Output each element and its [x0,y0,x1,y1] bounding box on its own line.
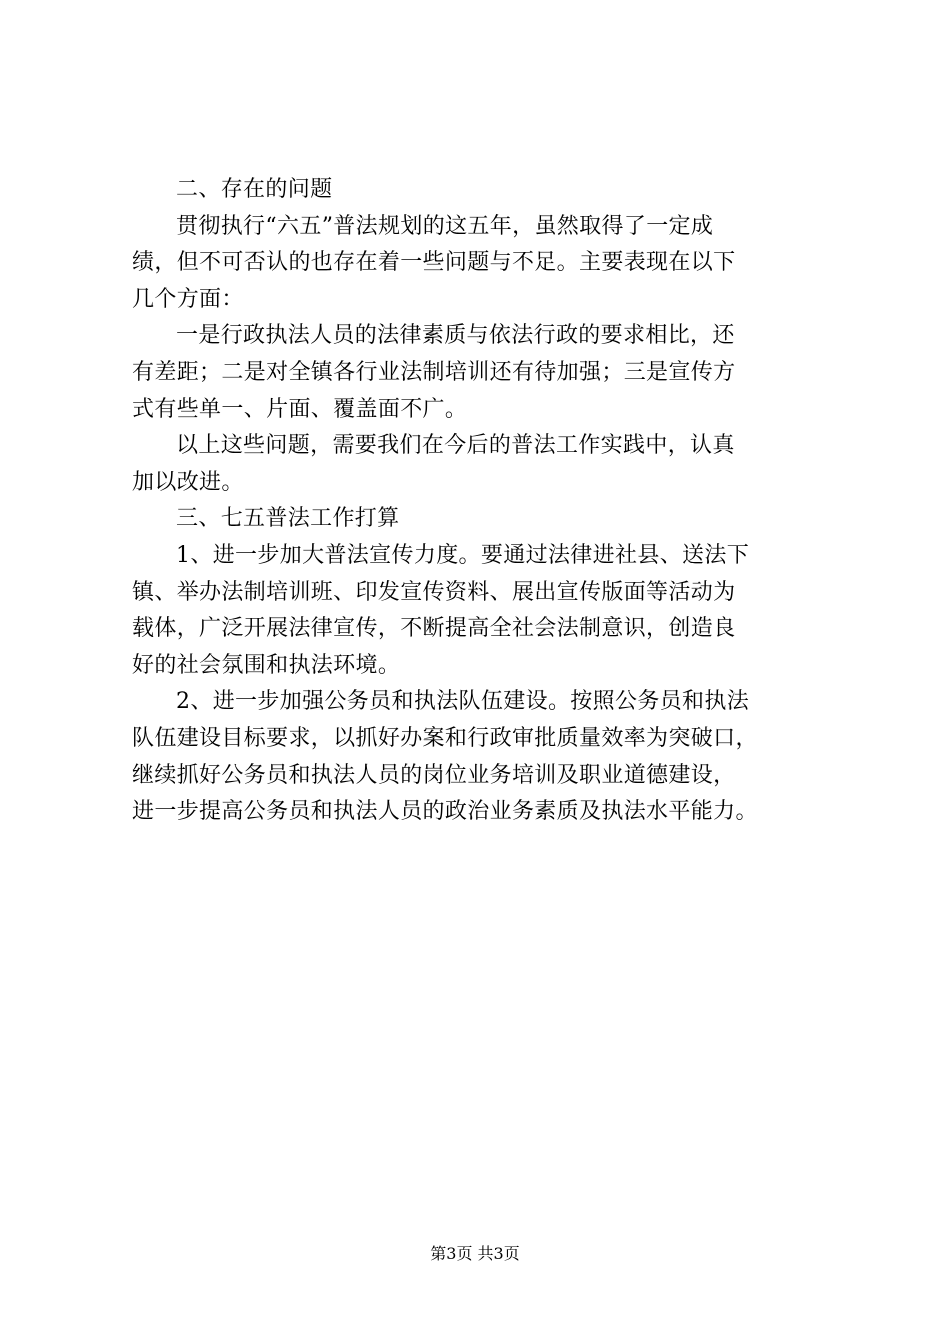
page-number-footer: 第3页 共3页 [430,1244,520,1263]
paragraph-line: 镇、举办法制培训班、印发宣传资料、展出宣传版面等活动为 [132,579,736,605]
section-heading-plan: 三、七五普法工作打算 [176,506,400,532]
paragraph-line: 贯彻执行“六五”普法规划的这五年，虽然取得了一定成 [176,213,714,239]
paragraph-line: 有差距；二是对全镇各行业法制培训还有待加强；三是宣传方 [132,359,736,385]
paragraph-line: 以上这些问题，需要我们在今后的普法工作实践中，认真 [176,433,735,459]
paragraph-line: 队伍建设目标要求，以抓好办案和行政审批质量效率为突破口， [132,725,758,751]
paragraph-line: 1、进一步加大普法宣传力度。要通过法律进社县、送法下 [176,542,750,568]
paragraph-line: 载体，广泛开展法律宣传，不断提高全社会法制意识，创造良 [132,616,736,642]
paragraph-line: 好的社会氛围和执法环境。 [132,652,401,678]
paragraph-line: 绩，但不可否认的也存在着一些问题与不足。主要表现在以下 [132,250,736,276]
paragraph-line: 2、进一步加强公务员和执法队伍建设。按照公务员和执法 [176,689,750,715]
paragraph-line: 继续抓好公务员和执法人员的岗位业务培训及职业道德建设， [132,762,736,788]
paragraph-line: 式有些单一、片面、覆盖面不广。 [132,396,468,422]
paragraph-line: 一是行政执法人员的法律素质与依法行政的要求相比，还 [176,323,735,349]
paragraph-line: 进一步提高公务员和执法人员的政治业务素质及执法水平能力。 [132,799,758,825]
paragraph-line: 几个方面： [132,286,244,312]
paragraph-line: 加以改进。 [132,469,244,495]
section-heading-problems: 二、存在的问题 [176,177,333,202]
document-body [132,172,832,831]
